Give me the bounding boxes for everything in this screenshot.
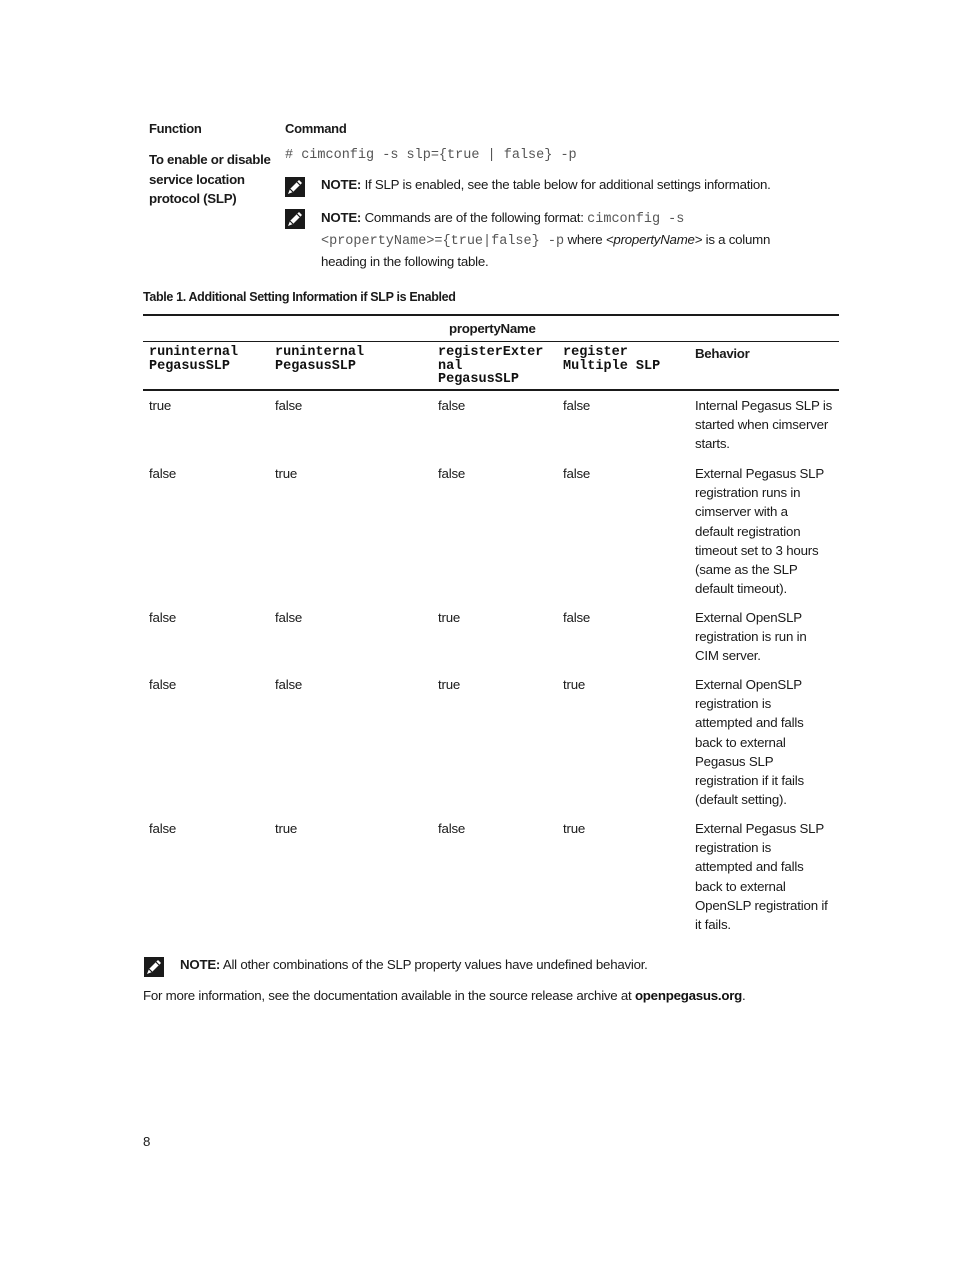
note-text: If SLP is enabled, see the table below for additional settings information. (364, 177, 771, 192)
note-code: <propertyName>={true|false} -p (321, 234, 565, 249)
behavior-line: Internal Pegasus SLP is (695, 398, 833, 413)
note-text: is a column (702, 232, 771, 247)
column-header-line: register (563, 345, 628, 360)
table-header-rule (143, 389, 839, 391)
behavior-line: default timeout). (695, 581, 787, 597)
behavior-line: it fails. (695, 917, 731, 933)
function-line: To enable or disable (149, 152, 271, 167)
behavior-line: OpenSLP registration if (695, 897, 828, 913)
table-cell: false (563, 466, 591, 481)
behavior-cell (695, 464, 824, 598)
function-line: protocol (SLP) (149, 191, 237, 206)
note-2 (321, 208, 821, 272)
command-header: Command (285, 121, 347, 136)
behavior-line: attempted and falls (695, 859, 804, 875)
behavior-line: starts. (695, 436, 730, 452)
note-text: where (564, 232, 606, 247)
function-header: Function (149, 121, 202, 136)
table-cell: false (275, 398, 303, 413)
column-header-line: registerExter (438, 345, 544, 360)
page-number: 8 (143, 1134, 151, 1149)
behavior-line: timeout set to 3 hours (695, 542, 819, 558)
table-cell: false (149, 466, 177, 481)
behavior-line: registration is (695, 696, 772, 712)
note-pencil-icon (144, 957, 164, 977)
openpegasus-link[interactable]: openpegasus.org (634, 988, 743, 1003)
column-header (563, 346, 660, 373)
table-caption: Table 1. Additional Setting Information if SLP is Enabled (143, 290, 456, 304)
table-cell: false (149, 821, 177, 836)
table-cell: true (438, 610, 461, 625)
behavior-cell (695, 608, 807, 666)
note-text: heading in the following table. (321, 254, 489, 269)
note-pencil-icon (285, 177, 305, 197)
table-cell: true (563, 821, 586, 836)
column-header-line: Multiple SLP (563, 358, 661, 374)
behavior-line: attempted and falls (695, 715, 804, 731)
table-cell: true (275, 466, 298, 481)
property-name-header: propertyName (449, 321, 536, 336)
behavior-line: External Pegasus SLP (695, 821, 825, 836)
column-header (438, 346, 543, 387)
behavior-line: CIM server. (695, 648, 761, 664)
note-code: cimconfig -s (587, 212, 685, 227)
table-cell: false (275, 677, 303, 692)
behavior-cell (695, 396, 832, 454)
column-header-line: PegasusSLP (438, 372, 520, 387)
behavior-line: started when cimserver (695, 417, 829, 433)
column-header-line: runinternal (149, 345, 239, 360)
function-line: service location (149, 171, 245, 187)
behavior-line: (default setting). (695, 792, 787, 808)
table-cell: true (438, 677, 461, 692)
behavior-line: cimserver with a (695, 504, 788, 520)
table-cell: false (149, 677, 177, 692)
behavior-line: External OpenSLP (695, 610, 802, 625)
more-info-end: . (742, 988, 746, 1003)
table-cell: false (149, 610, 177, 625)
note-label: NOTE: (180, 957, 221, 972)
behavior-cell (695, 675, 804, 809)
table-top-rule (143, 314, 839, 316)
column-header-line: runinternal (275, 345, 365, 360)
note-pencil-icon (285, 209, 305, 229)
column-header (149, 346, 238, 373)
note-text: Commands are of the following format: (364, 210, 588, 225)
more-info-paragraph (143, 988, 745, 1003)
table-cell: true (149, 398, 172, 413)
column-header-line: nal (438, 358, 463, 374)
command-text: # cimconfig -s slp={true | false} -p (285, 148, 577, 163)
behavior-line: default registration (695, 523, 801, 539)
column-header-line: PegasusSLP (149, 358, 231, 374)
table-cell: false (438, 466, 466, 481)
table-cell: true (563, 677, 586, 692)
behavior-line: registration runs in (695, 485, 801, 501)
table-cell: false (438, 821, 466, 836)
behavior-line: registration is run in (695, 629, 807, 645)
behavior-line: (same as the SLP (695, 562, 798, 578)
behavior-line: back to external (695, 734, 786, 750)
table-cell: false (438, 398, 466, 413)
note-label: NOTE: (321, 177, 362, 192)
note-label: NOTE: (321, 210, 362, 225)
behavior-line: External OpenSLP (695, 677, 802, 692)
note-emphasis: <propertyName> (605, 232, 703, 247)
table-cell: false (563, 610, 591, 625)
behavior-cell (695, 819, 828, 934)
note-3 (180, 957, 648, 972)
more-info-text: For more information, see the documentation available in the source release archive at (143, 988, 635, 1003)
behavior-line: External Pegasus SLP (695, 466, 825, 481)
behavior-line: back to external (695, 878, 786, 894)
behavior-line: registration is (695, 840, 772, 856)
column-header (275, 346, 364, 373)
table-cell: false (275, 610, 303, 625)
note-1 (321, 177, 771, 192)
behavior-header: Behavior (695, 346, 750, 361)
table-cell: false (563, 398, 591, 413)
function-description (149, 150, 271, 209)
table-cell: true (275, 821, 298, 836)
behavior-line: Pegasus SLP (695, 753, 774, 769)
note-text: All other combinations of the SLP property values have undefined behavior. (222, 957, 648, 972)
column-header-line: PegasusSLP (275, 358, 357, 374)
behavior-line: registration if it fails (695, 773, 805, 789)
table-group-rule (143, 341, 839, 342)
